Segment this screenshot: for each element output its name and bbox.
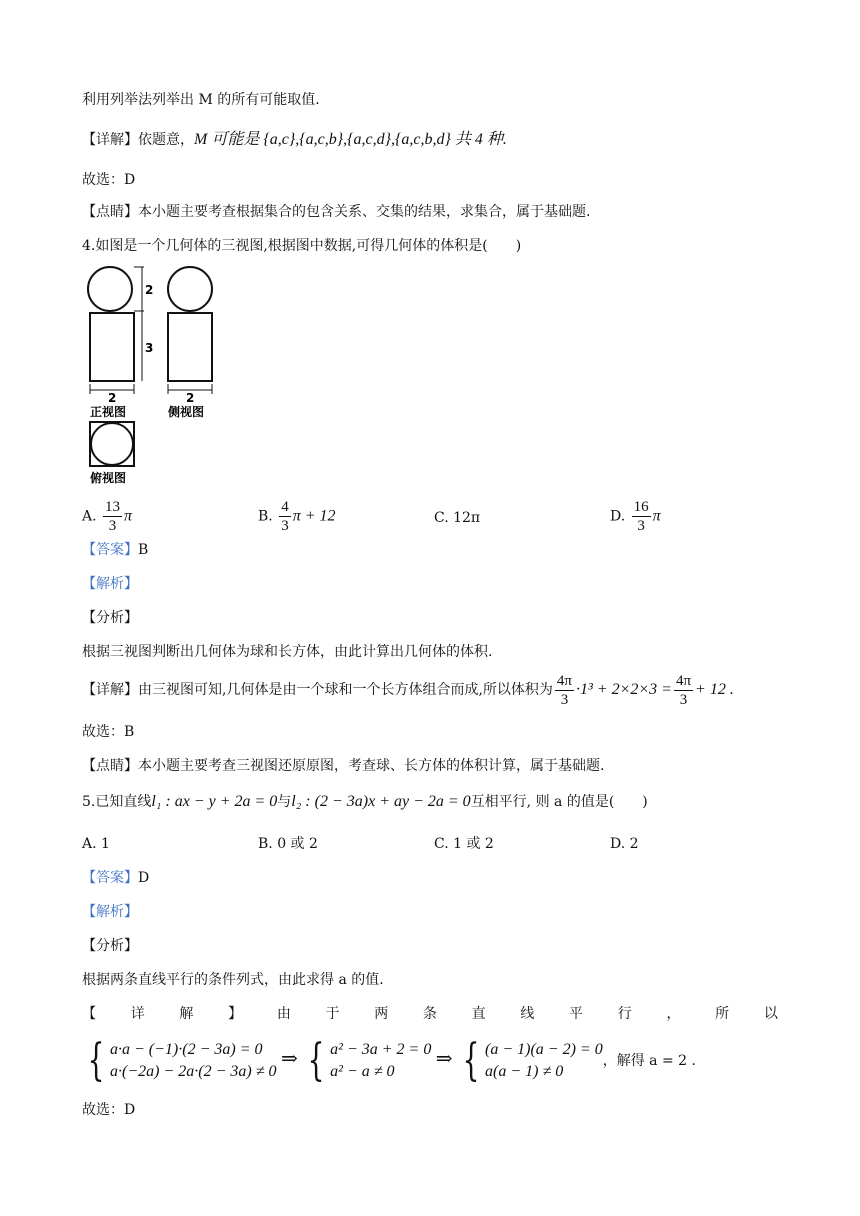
q4-answer-label: 【答案】: [82, 542, 138, 558]
q4-fenxi-label: 【分析】: [82, 610, 138, 626]
q5-option-a[interactable]: A. 1: [82, 836, 110, 852]
q4-d-tail: π: [652, 507, 661, 525]
q5-option-d[interactable]: D. 2: [610, 836, 639, 852]
q5-line-l1: l₁ : ax − y + 2a = 0: [151, 793, 278, 810]
q5-detail-word: 所: [715, 1006, 730, 1022]
front-view-sphere: [88, 267, 132, 311]
q3-detail-prefix: 【详解】依题意，: [82, 132, 194, 148]
q5-analysis-label: 【解析】: [82, 904, 138, 920]
q3-comment: 【点睛】本小题主要考查根据集合的包含关系、交集的结果，求集合，属于基础题.: [82, 204, 591, 220]
implies-arrow: ⇒: [280, 1046, 298, 1070]
q5-answer-value: D: [138, 870, 150, 886]
q5-sys3-row2: a(a − 1) ≠ 0: [485, 1063, 564, 1080]
q4-option-a[interactable]: [82, 498, 132, 535]
q5-stem: [82, 792, 648, 812]
q4-option-b[interactable]: [258, 498, 336, 535]
q4-option-c[interactable]: C. 12π: [434, 510, 481, 526]
q5-fenxi-label: 【分析】: [82, 938, 138, 954]
q5-detail-word: 线: [520, 1006, 535, 1022]
q5-detail-word: 解: [179, 1006, 194, 1022]
q4-b-num: 4: [281, 499, 289, 515]
implies-arrow: ⇒: [435, 1046, 453, 1070]
dim-width-side-label: 2: [186, 391, 195, 405]
q4-detail-frac2-den: 3: [679, 691, 688, 708]
q5-detail-word: 由: [276, 1006, 291, 1022]
q4-detail-frac-1: [555, 672, 574, 709]
q5-detail-word: 直: [471, 1006, 486, 1022]
q4-option-b-letter: B.: [258, 508, 273, 525]
q5-detail-word: 以: [763, 1006, 778, 1022]
q4-a-num: 13: [105, 499, 121, 515]
q3-choose: 故选：D: [82, 172, 136, 188]
q5-detail-word: 平: [569, 1006, 584, 1022]
q4-option-b-fraction: [279, 498, 291, 535]
q5-system-3: [485, 1039, 603, 1083]
q5-result: ，解得 a = 2 .: [602, 1053, 696, 1069]
q5-stem-suffix: 互相平行, 则 a 的值是( ): [470, 794, 648, 810]
q5-detail-word: 行: [617, 1006, 632, 1022]
q4-analysis-label: 【解析】: [82, 576, 138, 592]
q4-d-den: 3: [637, 518, 645, 534]
q4-detail-frac-2: [674, 672, 693, 709]
q5-detail-word: 】: [228, 1006, 243, 1022]
top-view-circle: [91, 423, 133, 465]
q5-answer: [82, 868, 149, 888]
front-view-label: 正视图: [90, 405, 127, 419]
q4-option-a-letter: A.: [82, 508, 97, 525]
q4-option-a-fraction: [103, 498, 122, 535]
side-view-sphere: [168, 267, 212, 311]
q5-detail-word: 详: [130, 1006, 145, 1022]
q4-d-num: 16: [633, 499, 649, 515]
q5-option-b[interactable]: B. 0 或 2: [258, 836, 318, 852]
dim-height-label: 3: [145, 341, 154, 355]
q5-detail-word: ，: [666, 1006, 681, 1022]
q4-three-view-figure: [82, 262, 222, 488]
q4-option-d-letter: D.: [610, 508, 626, 525]
q3-detail-line: [82, 130, 507, 150]
front-view-box: [90, 313, 134, 381]
q3-hint-line: 利用列举法列举出 M 的所有可能取值.: [82, 92, 320, 108]
q5-detail-word: 两: [374, 1006, 389, 1022]
q5-sys1-row2: a·(−2a) − 2a·(2 − 3a) ≠ 0: [110, 1063, 277, 1080]
q5-system-1: [110, 1039, 276, 1083]
q5-sys1-row1: a·a − (−1)·(2 − 3a) = 0: [110, 1041, 263, 1058]
q5-stem-prefix: 5.已知直线: [82, 794, 152, 810]
q5-system-2: [330, 1039, 431, 1083]
q5-option-c[interactable]: C. 1 或 2: [434, 836, 494, 852]
q5-stem-mid: 与: [277, 794, 292, 810]
q4-a-den: 3: [108, 518, 117, 534]
q5-equation-chain: [82, 1034, 696, 1085]
q4-fenxi-text: 根据三视图判断出几何体为球和长方体，由此计算出几何体的体积.: [82, 644, 493, 660]
side-view-label: 侧视图: [168, 405, 205, 419]
q3-detail-body: M 可能是 {a,c},{a,c,b},{a,c,d},{a,c,b,d} 共 4 种.: [194, 131, 507, 148]
q5-line-l2: l₂ : (2 − 3a)x + ay − 2a = 0: [291, 793, 471, 810]
q5-sys2-row2: a² − a ≠ 0: [330, 1063, 395, 1080]
q4-detail-text: 【详解】由三视图可知,几何体是由一个球和一个长方体组合而成,所以体积为: [82, 682, 553, 698]
side-view-box: [168, 313, 212, 381]
brace-2: {: [307, 1035, 325, 1086]
q4-answer-value: B: [138, 542, 149, 558]
q4-answer: [82, 540, 148, 560]
q5-sys2-row1: a² − 3a + 2 = 0: [330, 1041, 432, 1058]
q4-b-tail: π + 12: [292, 507, 336, 525]
q4-detail-frac2-num: 4π: [675, 672, 692, 689]
q4-comment: 【点睛】本小题主要考查三视图还原原图，考查球、长方体的体积计算，属于基础题.: [82, 758, 605, 774]
q4-detail-mid: ·1³ + 2×2×3 =: [575, 681, 672, 698]
q5-answer-label: 【答案】: [82, 870, 138, 886]
q4-stem: 4.如图是一个几何体的三视图,根据图中数据,可得几何体的体积是( ): [82, 238, 522, 254]
q5-fenxi-text: 根据两条直线平行的条件列式，由此求得 a 的值.: [82, 972, 384, 988]
q4-detail-frac1-num: 4π: [556, 672, 572, 689]
q5-detail-word: 【: [82, 1006, 96, 1022]
q5-detail-word: 于: [325, 1006, 340, 1022]
q5-detail-spread-line: [82, 1004, 778, 1024]
dim-width-front-label: 2: [108, 391, 117, 405]
q4-detail: [82, 670, 734, 710]
q5-detail-word: 条: [422, 1006, 437, 1022]
q4-detail-frac1-den: 3: [560, 691, 569, 708]
brace-1: {: [87, 1035, 105, 1086]
q4-b-den: 3: [281, 518, 289, 534]
q4-a-tail: π: [124, 507, 133, 525]
q5-sys3-row1: (a − 1)(a − 2) = 0: [485, 1041, 603, 1058]
q4-choose: 故选：B: [82, 724, 135, 740]
q4-detail-tail: + 12 .: [695, 681, 734, 698]
brace-3: {: [462, 1035, 480, 1086]
q5-choose: 故选：D: [82, 1102, 136, 1118]
q4-option-d-fraction: [632, 498, 651, 535]
dim-top-label: 2: [145, 283, 154, 297]
q4-option-d[interactable]: [610, 498, 661, 535]
top-view-label: 俯视图: [90, 471, 127, 485]
